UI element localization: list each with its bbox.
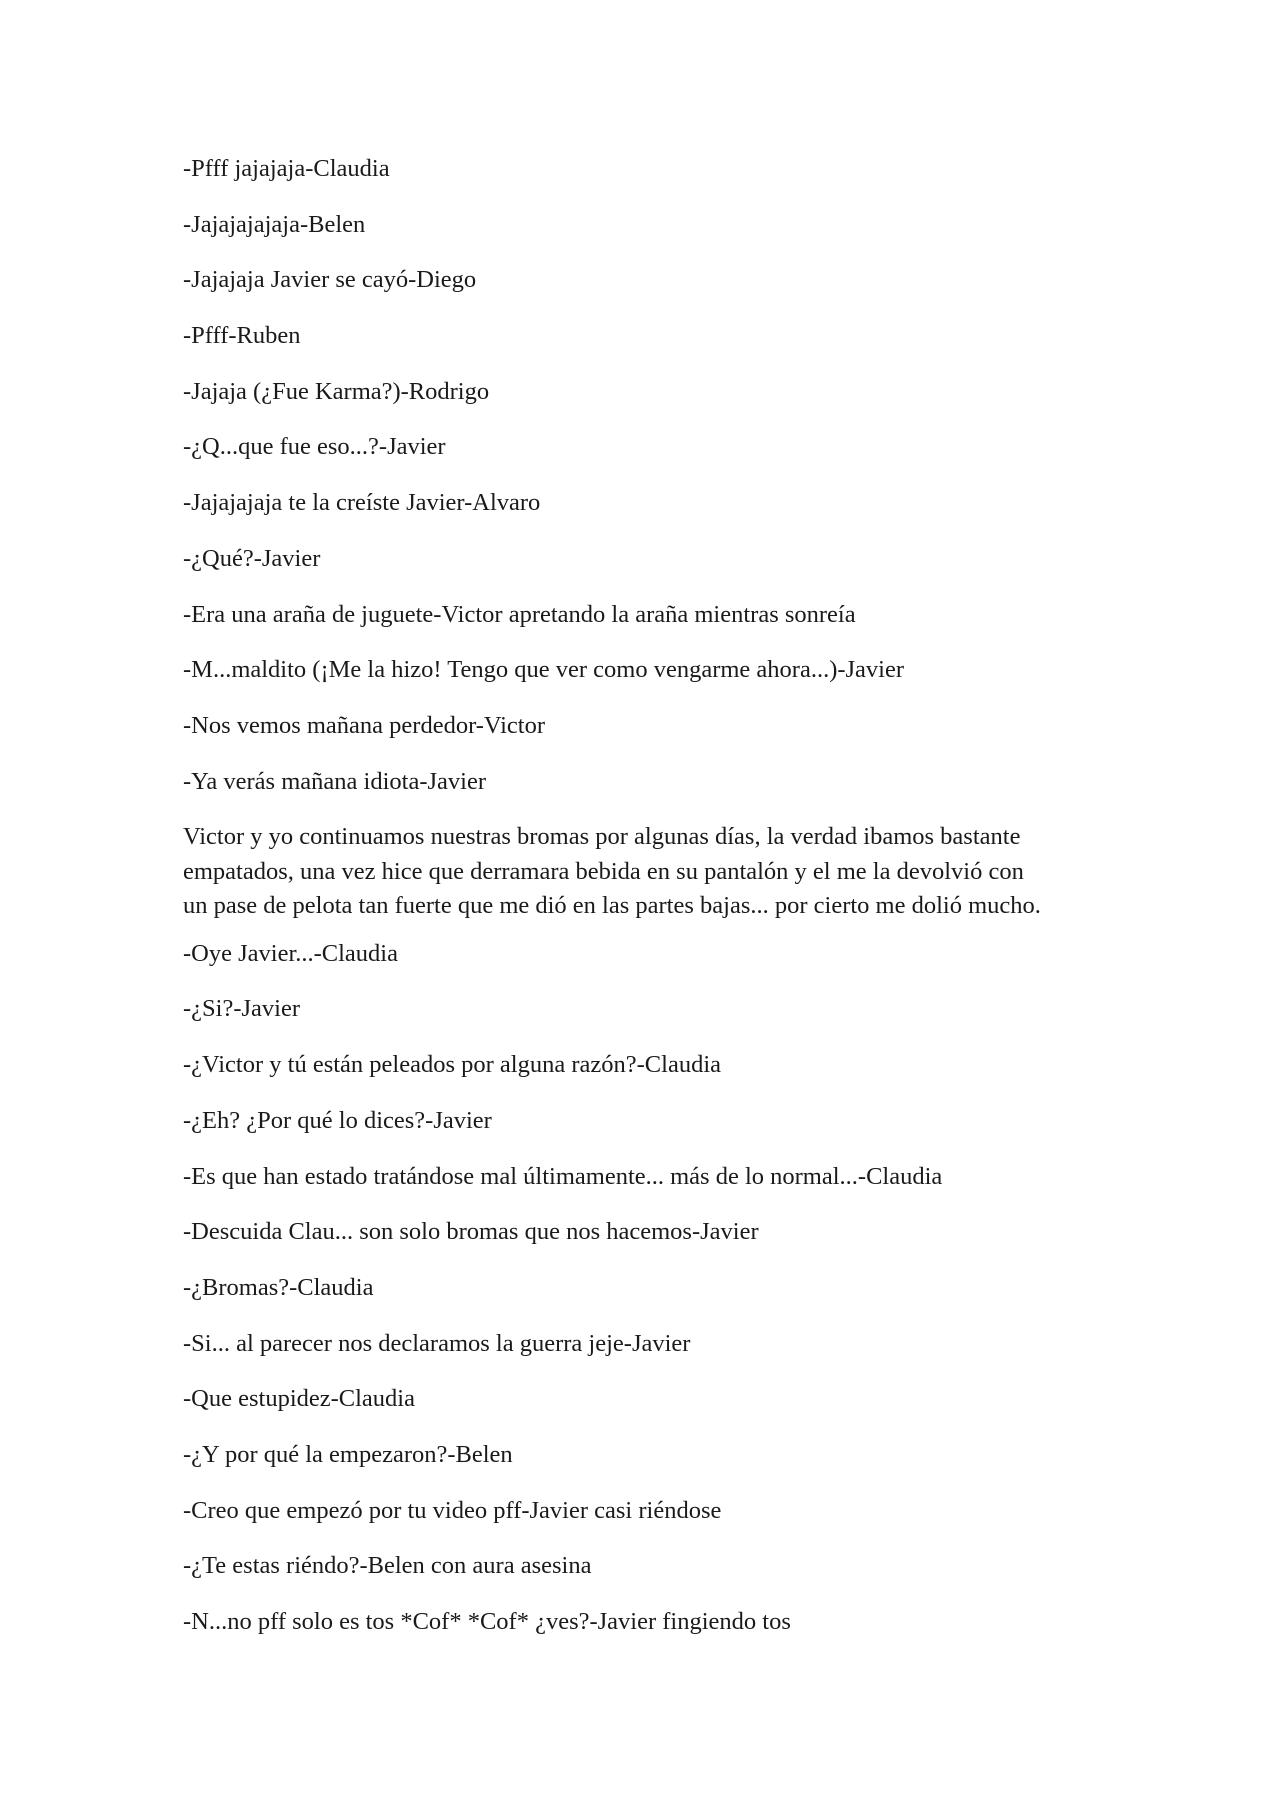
dialogue-line: -Jajajajaja te la creíste Javier-Alvaro (183, 489, 541, 517)
dialogue-line: -Es que han estado tratándose mal últimamente... más de lo normal...-Claudia (183, 1162, 943, 1190)
dialogue-line: -Era una araña de juguete-Victor apretando la araña mientras sonreía (183, 600, 856, 628)
dialogue-line: -¿Q...que fue eso...?-Javier (183, 433, 446, 461)
dialogue-line: -Nos vemos mañana perdedor-Victor (183, 711, 546, 739)
dialogue-line: -Que estupidez-Claudia (183, 1385, 415, 1413)
dialogue-line: -¿Eh? ¿Por qué lo dices?-Javier (183, 1106, 492, 1134)
dialogue-line: -Jajaja (¿Fue Karma?)-Rodrigo (183, 377, 490, 405)
dialogue-line: -Jajajajajaja-Belen (183, 210, 366, 238)
document-body (183, 152, 1103, 1661)
dialogue-line: -¿Bromas?-Claudia (183, 1273, 374, 1301)
dialogue-line: -¿Victor y tú están peleados por alguna razón?-Claudia (183, 1051, 721, 1079)
dialogue-line: -¿Te estas riéndo?-Belen con aura asesina (183, 1552, 592, 1580)
dialogue-line: -¿Qué?-Javier (183, 544, 321, 572)
dialogue-line: -M...maldito (¡Me la hizo! Tengo que ver como vengarme ahora...)-Javier (183, 656, 905, 684)
dialogue-line: -Ya verás mañana idiota-Javier (183, 767, 486, 795)
paragraph-line: Victor y yo continuamos nuestras bromas por algunas días, la verdad ibamos bastante (183, 823, 1021, 851)
paragraph-line: un pase de pelota tan fuerte que me dió en las partes bajas... por cierto me dolió mucho. (183, 892, 1041, 920)
dialogue-line: -N...no pff solo es tos *Cof* *Cof* ¿ves?-Javier fingiendo tos (183, 1608, 791, 1635)
dialogue-line: -¿Y por qué la empezaron?-Belen (183, 1440, 513, 1468)
dialogue-line: -Pfff jajajaja-Claudia (183, 155, 390, 182)
dialogue-line: -Pfff-Ruben (183, 322, 301, 350)
dialogue-line: -Oye Javier...-Claudia (183, 939, 398, 967)
dialogue-line: -¿Si?-Javier (183, 995, 300, 1023)
dialogue-line: -Si... al parecer nos declaramos la guerra jeje-Javier (183, 1329, 691, 1357)
dialogue-line: -Descuida Clau... son solo bromas que nos hacemos-Javier (183, 1218, 759, 1246)
dialogue-line: -Creo que empezó por tu video pff-Javier casi riéndose (183, 1496, 722, 1524)
paragraph-line: empatados, una vez hice que derramara bebida en su pantalón y el me la devolvió con (183, 857, 1024, 885)
narrative-paragraph (183, 820, 1103, 924)
dialogue-line: -Jajajaja Javier se cayó-Diego (183, 266, 477, 294)
